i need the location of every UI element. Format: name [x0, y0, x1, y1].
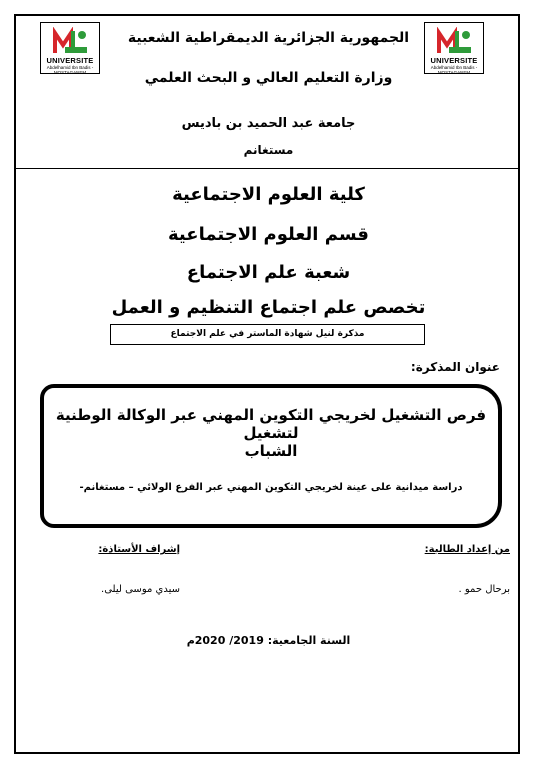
college-name: كلية العلوم الاجتماعية	[172, 184, 365, 205]
memo-purpose-box: مذكرة لنيل شهادة الماستر في علم الاجتماع	[110, 324, 425, 345]
specialty-name: تخصص علم اجتماع التنظيم و العمل	[111, 297, 426, 318]
academic-year: السنة الجامعية: 2019/ 2020م	[186, 634, 351, 647]
memo-title-label: عنوان المذكرة:	[410, 360, 500, 374]
student-name: برحال حمو .	[458, 584, 510, 595]
header-divider	[16, 168, 518, 169]
logo-subtext: Abdelhamid Ibn Badis - MOSTAGANEM	[430, 65, 478, 75]
republic-name: الجمهورية الجزائرية الديمقراطية الشعبية	[127, 30, 410, 46]
memo-subtitle: دراسة ميدانية على عينة لخريجي التكوين المهني عبر الفرع الولائي – مستغانم-	[79, 482, 463, 493]
university-emblem-icon	[433, 27, 477, 55]
logo-text: UNIVERSITE	[46, 56, 94, 65]
logo-subtext: Abdelhamid Ibn Badis - MOSTAGANEM	[46, 65, 94, 75]
logo-text: UNIVERSITE	[430, 56, 478, 65]
student-label: من إعداد الطالبة:	[424, 544, 510, 555]
university-logo-left	[40, 22, 100, 74]
ministry-name: وزارة التعليم العالي و البحث العلمي	[144, 70, 393, 86]
city-name: مستغانم	[243, 143, 294, 157]
supervisor-name: سيدي موسى ليلى.	[101, 584, 180, 595]
supervisor-label: إشراف الأستاذة:	[98, 544, 180, 555]
university-emblem-icon	[49, 27, 93, 55]
memo-title-box	[40, 384, 502, 528]
branch-name: شعبة علم الاجتماع	[186, 262, 351, 283]
department-name: قسم العلوم الاجتماعية	[168, 224, 369, 245]
university-name: جامعة عبد الحميد بن باديس	[181, 116, 356, 131]
memo-title-line2: الشباب	[244, 442, 298, 460]
memo-title-line1: فرص التشغيل لخريجي التكوين المهني عبر الوكالة الوطنية لتشغيل	[55, 406, 487, 442]
